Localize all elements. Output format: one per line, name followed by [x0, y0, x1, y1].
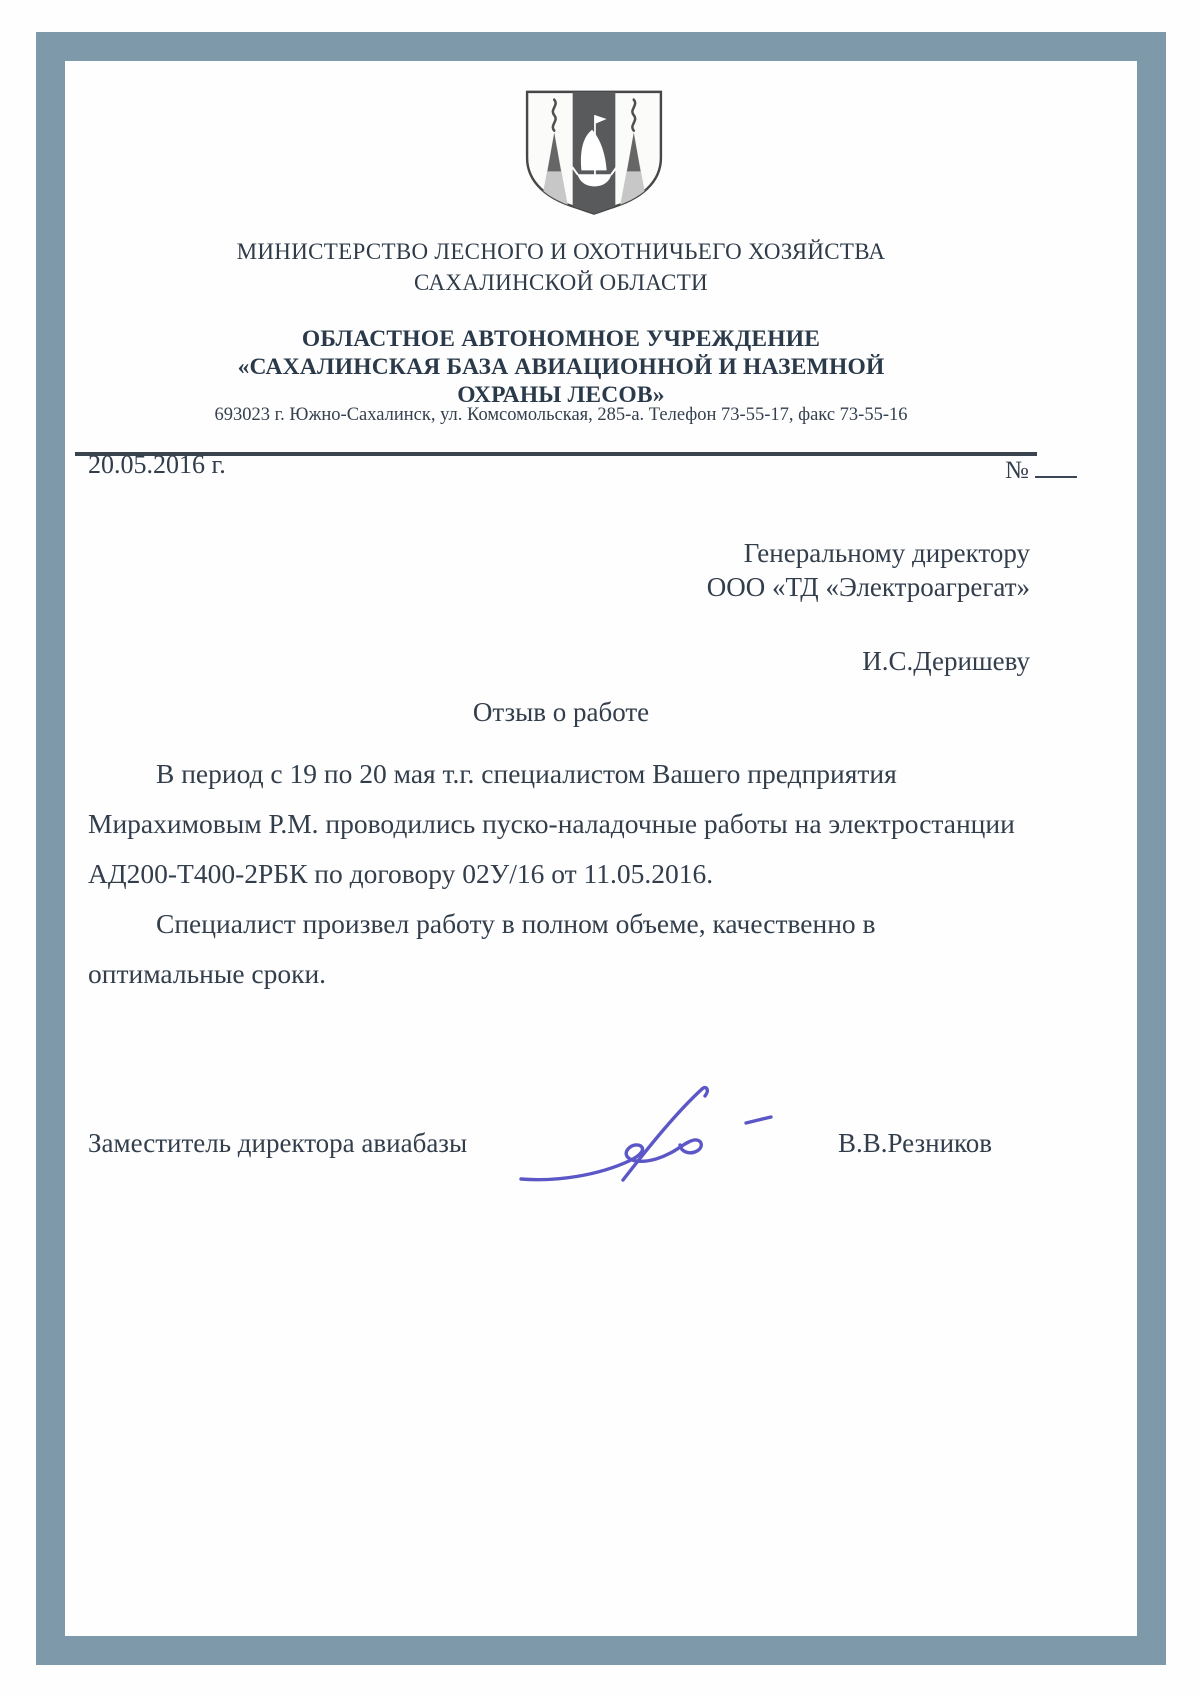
recipient-line: Генеральному директору — [743, 538, 1030, 568]
body-line: Специалист произвел работу в полном объеме, качественно в — [156, 908, 876, 939]
document-title: Отзыв о работе — [472, 697, 650, 727]
recipient-line: ООО «ТД «Электроагрегат» — [706, 572, 1030, 602]
number-blank-line — [1035, 456, 1077, 478]
signer-position: Заместитель директора авиабазы — [88, 1128, 468, 1158]
handwritten-signature — [505, 1082, 795, 1192]
letterhead-address: 693023 г. Южно-Сахалинск, ул. Комсомольская, 285-а. Телефон 73-55-17, факс 73-55-16 — [214, 405, 908, 425]
ministry-line: САХАЛИНСКОЙ ОБЛАСТИ — [414, 270, 708, 295]
body-line: Мирахимовым Р.М. проводились пуско-наладочные работы на электростанции — [88, 808, 1015, 839]
body-line: АД200-Т400-2РБК по договору 02У/16 от 11.05.2016. — [88, 858, 714, 889]
ministry-heading — [85, 236, 1037, 298]
recipient-block — [560, 536, 1030, 678]
organization-line: ОХРАНЫ ЛЕСОВ» — [457, 382, 665, 408]
ministry-line: МИНИСТЕРСТВО ЛЕСНОГО И ОХОТНИЧЬЕГО ХОЗЯЙСТВА — [236, 239, 886, 264]
organization-heading — [85, 325, 1037, 409]
body-line: В период с 19 по 20 мая т.г. специалистом Вашего предприятия — [156, 758, 897, 789]
document-date: 20.05.2016 г. — [88, 450, 226, 479]
organization-line: ОБЛАСТНОЕ АВТОНОМНОЕ УЧРЕЖДЕНИЕ — [301, 326, 821, 352]
sakhalin-coat-of-arms-icon — [520, 88, 668, 216]
document-number — [1005, 456, 1077, 485]
signer-name: В.В.Резников — [838, 1128, 993, 1158]
number-label: № — [1005, 457, 1029, 484]
recipient-name: И.С.Деришеву — [862, 646, 1030, 676]
organization-line: «САХАЛИНСКАЯ БАЗА АВИАЦИОННОЙ И НАЗЕМНОЙ — [237, 354, 885, 380]
body-line: оптимальные сроки. — [88, 958, 327, 989]
